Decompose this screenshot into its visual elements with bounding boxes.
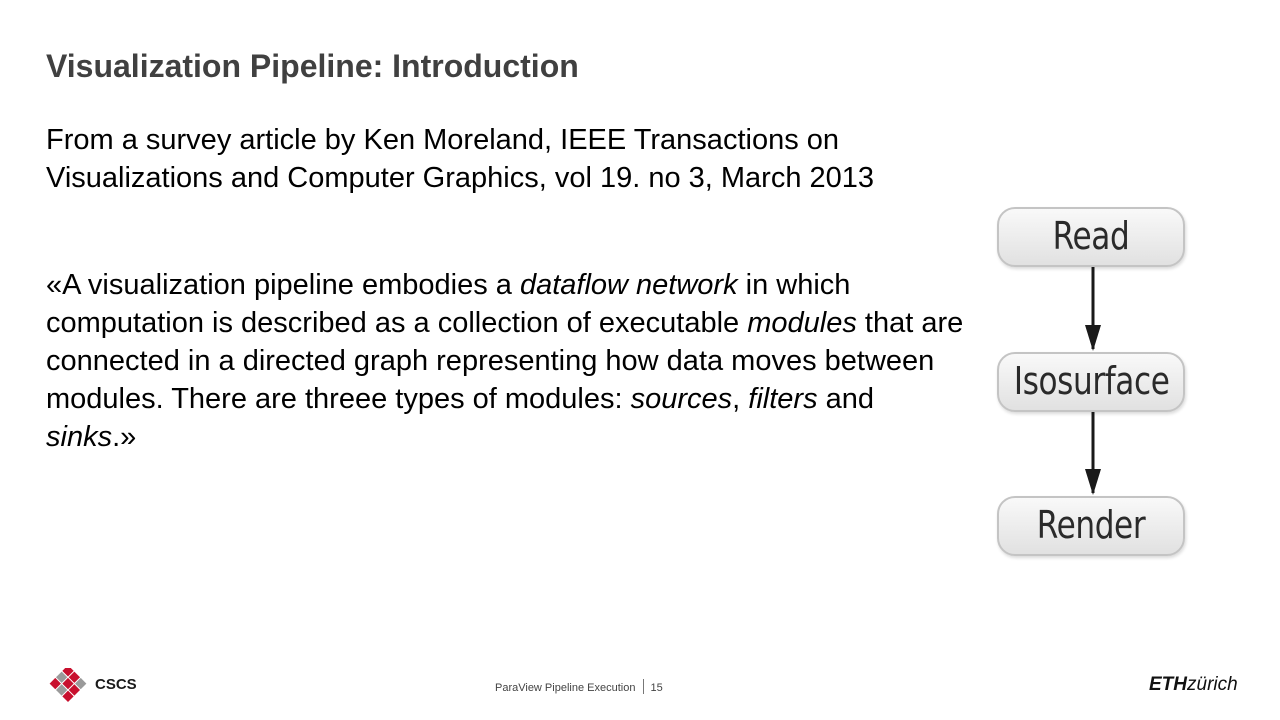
eth-logo-bold: ETH	[1149, 674, 1187, 695]
node-label: Isosurface	[1013, 359, 1170, 403]
quote-emphasis: filters	[748, 383, 818, 415]
node-isosurface	[997, 352, 1185, 410]
cscs-logo-icon	[44, 668, 92, 702]
source-line-2: Visualizations and Computer Graphics, vol 19. no 3, March 2013	[46, 162, 875, 194]
quote-segment: «A visualization pipeline embodies a	[46, 269, 520, 301]
quote-emphasis: sources	[630, 383, 733, 415]
source-citation	[46, 121, 976, 197]
cscs-logo-text: CSCS	[95, 676, 137, 693]
node-read	[997, 207, 1185, 265]
arrowhead-2	[1085, 469, 1101, 495]
footer-info	[495, 679, 663, 694]
quote-emphasis: sinks	[46, 421, 113, 453]
quote-segment: and	[817, 383, 875, 415]
source-line-1: From a survey article by Ken Moreland, IEEE Transactions on	[46, 124, 840, 156]
quote-segment: that are connected in a directed graph representing how data moves between modules. There are threee types of modules:	[46, 307, 964, 415]
quote-segment: .»	[112, 421, 137, 453]
node-label: Read	[1052, 214, 1130, 258]
pipeline-diagram	[995, 205, 1190, 560]
quote-emphasis: dataflow network	[519, 269, 738, 301]
presentation-name: ParaView Pipeline Execution	[495, 682, 636, 694]
node-label: Render	[1036, 503, 1146, 547]
eth-zurich-logo	[1149, 674, 1238, 696]
arrowhead-1	[1085, 325, 1101, 351]
quote-segment: in which computation is described as a collection of executable	[46, 269, 851, 339]
footer-separator	[643, 679, 644, 694]
quote-emphasis: modules	[747, 307, 857, 339]
quote-segment: ,	[732, 383, 749, 415]
eth-logo-italic: zürich	[1187, 674, 1238, 695]
node-render	[997, 496, 1185, 554]
slide-title: Visualization Pipeline: Introduction	[46, 48, 579, 84]
quote-paragraph	[46, 266, 966, 456]
page-number: 15	[650, 682, 663, 694]
